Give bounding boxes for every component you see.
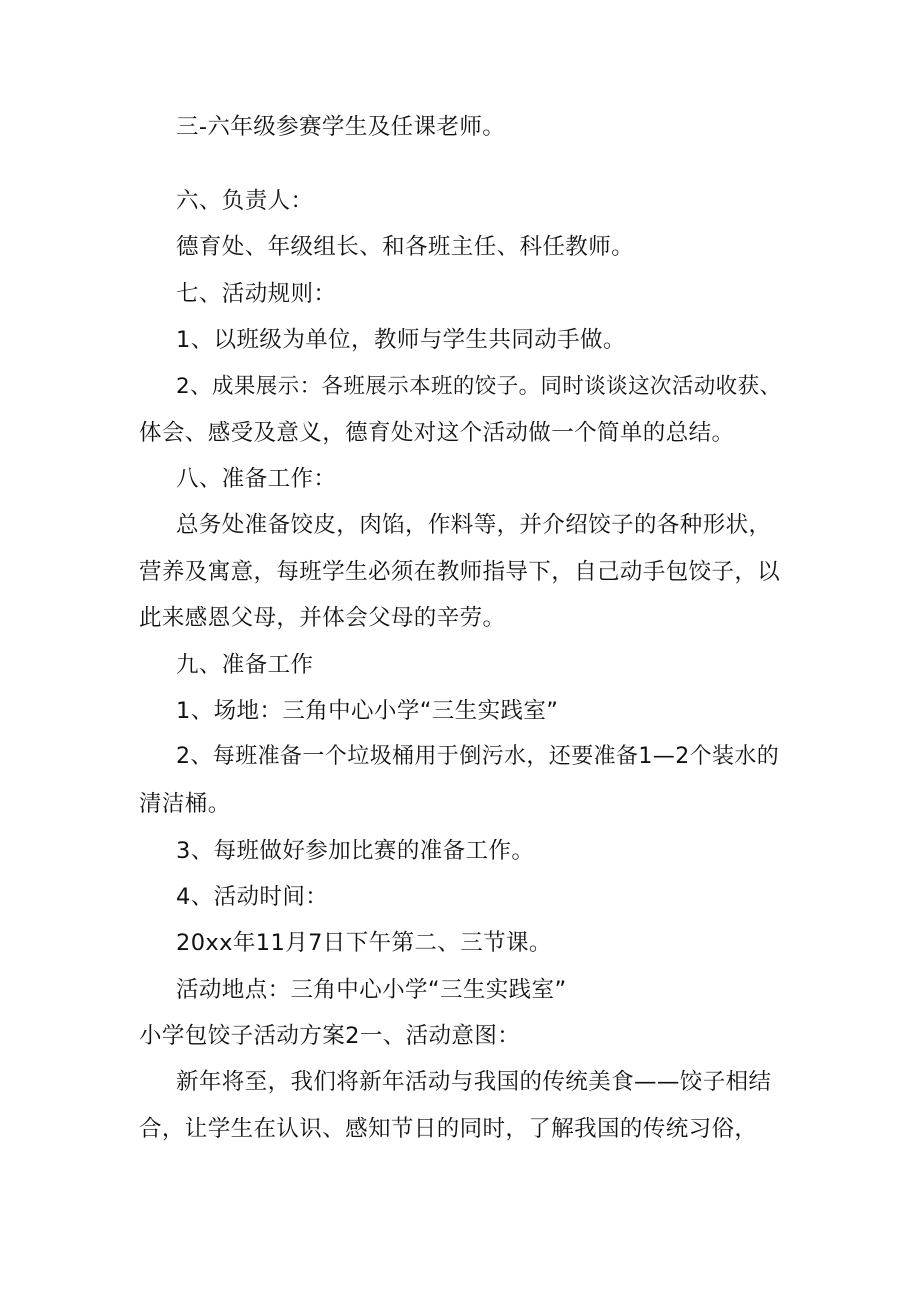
paragraph-line: 2、每班准备一个垃圾桶用于倒污水，还要准备1—2个装水的 [176,744,780,769]
paragraph-line: 20xx年11月7日下午第二、三节课。 [176,930,552,956]
paragraph-line: 清洁桶。 [139,791,231,817]
section-heading: 七、活动规则： [176,281,337,307]
section-heading: 六、负责人： [176,188,314,214]
paragraph-line: 4、活动时间： [176,884,329,910]
paragraph-line: 1、场地：三角中心小学“三生实践室” [176,698,559,724]
paragraph-line: 体会、感受及意义，德育处对这个活动做一个简单的总结。 [139,420,735,446]
section-heading: 八、准备工作： [176,466,337,492]
paragraph-line: 3、每班做好参加比赛的准备工作。 [176,838,535,864]
paragraph-line: 总务处准备饺皮，肉馅，作料等，并介绍饺子的各种形状， [176,512,772,538]
section-heading: 小学包饺子活动方案2一、活动意图： [139,1023,521,1049]
paragraph-line: 营养及寓意，每班学生必须在教师指导下，自己动手包饺子，以 [139,559,781,585]
paragraph-line: 合，让学生在认识、感知节日的同时，了解我国的传统习俗， [139,1116,758,1142]
paragraph-line: 此来感恩父母，并体会父母的辛劳。 [139,605,506,631]
paragraph-line: 活动地点：三角中心小学“三生实践室” [176,977,567,1003]
paragraph-line: 1、以班级为单位，教师与学生共同动手做。 [176,327,626,353]
paragraph-line: 三-六年级参赛学生及任课老师。 [176,114,506,140]
paragraph-line: 德育处、年级组长、和各班主任、科任教师。 [176,234,635,260]
paragraph-line: 新年将至，我们将新年活动与我国的传统美食——饺子相结 [176,1069,772,1095]
section-heading: 九、准备工作 [176,652,314,678]
paragraph-line: 2、成果展示：各班展示本班的饺子。同时谈谈这次活动收获、 [176,374,782,399]
